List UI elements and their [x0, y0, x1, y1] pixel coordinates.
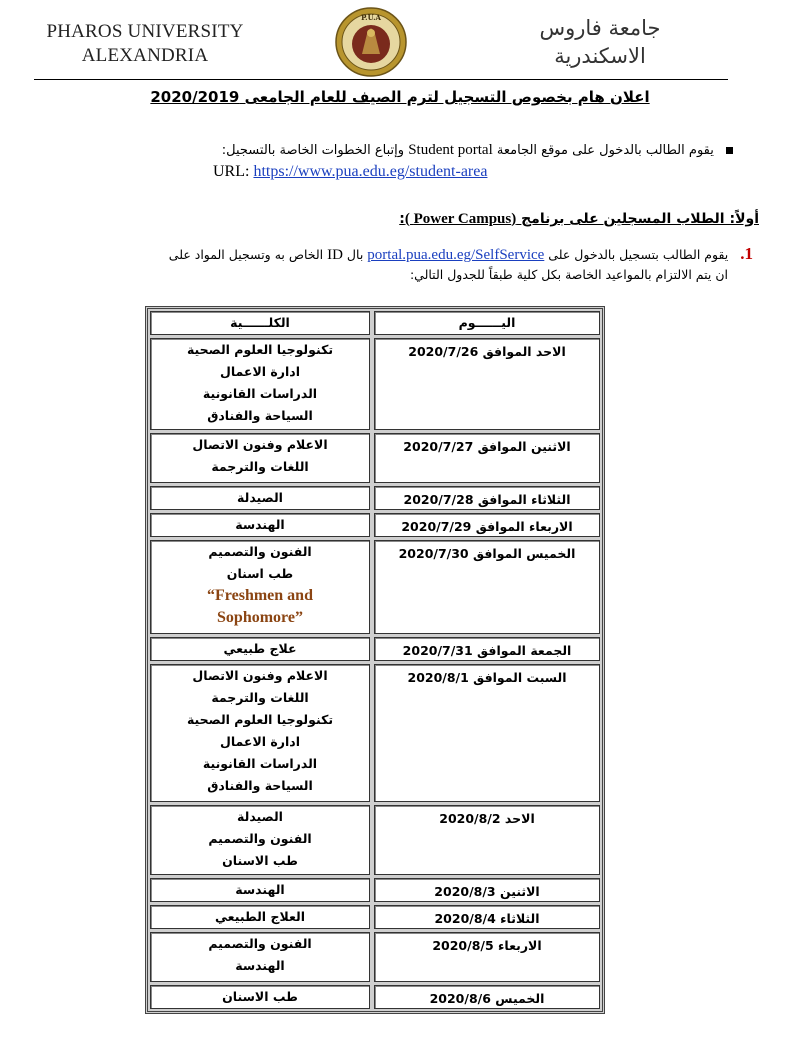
faculty-note: “Freshmen and: [207, 587, 313, 604]
item-id-label: ID: [327, 247, 343, 263]
faculty-name: السياحة والفنادق: [207, 778, 313, 793]
day-cell: [374, 805, 600, 875]
faculty-cell: [150, 932, 370, 982]
schedule-row: [150, 878, 600, 902]
day-date-text: الخميس 2020/8/6: [429, 991, 545, 1006]
faculty-name: الفنون والتصميم: [208, 936, 312, 951]
schedule-table: [145, 306, 605, 1014]
section-heading-text: أولاً: الطلاب المسجلين على برنامج: [521, 211, 759, 227]
header-divider: [34, 79, 728, 80]
faculty-cell: [150, 805, 370, 875]
day-date-text: الجمعة الموافق 2020/7/31: [402, 643, 572, 658]
day-cell: [374, 985, 600, 1009]
faculty-cell: [150, 486, 370, 510]
faculty-name: ادارة الاعمال: [220, 734, 300, 749]
day-cell: [374, 433, 600, 483]
student-portal-label: Student portal: [408, 142, 493, 158]
url-line: [213, 163, 487, 181]
day-cell: [374, 338, 600, 430]
faculty-name: الفنون والتصميم: [208, 544, 312, 559]
day-cell: [374, 637, 600, 661]
university-seal-logo: [334, 6, 408, 78]
schedule-body: [150, 338, 600, 1009]
item-text-part2: بال: [346, 247, 364, 262]
faculty-name: الصيدلة: [237, 809, 283, 824]
day-date-text: الاحد الموافق 2020/7/26: [408, 344, 566, 359]
numbered-item: [33, 244, 753, 285]
faculty-note: Sophomore”: [217, 609, 303, 626]
faculty-name: الهندسة: [235, 882, 285, 897]
bullet-text-before: يقوم الطالب بالدخول على موقع الجامعة: [496, 143, 714, 158]
day-cell: [374, 486, 600, 510]
schedule-row: [150, 637, 600, 661]
schedule-row: [150, 805, 600, 875]
faculty-name: الاعلام وفنون الاتصال: [192, 668, 328, 683]
day-date-text: الاثنين الموافق 2020/7/27: [403, 439, 571, 454]
faculty-name: اللغات والترجمة: [211, 459, 309, 474]
section-heading-colon: :: [399, 211, 405, 227]
schedule-row: [150, 664, 600, 802]
section-heading: [399, 211, 759, 228]
item-text-line2: ان يتم الالتزام بالمواعيد الخاصة بكل كلية طبقاً للجدول التالي:: [409, 267, 728, 282]
faculty-cell: [150, 905, 370, 929]
schedule-row: [150, 433, 600, 483]
announcement-title: اعلان هام بخصوص التسجيل لترم الصيف للعام الجامعى 2020/2019: [150, 88, 650, 106]
day-cell: [374, 664, 600, 802]
faculty-name: تكنولوجيا العلوم الصحية: [186, 712, 334, 727]
university-name-ar-line1: جامعة فاروس: [539, 16, 661, 40]
day-date-text: الاربعاء الموافق 2020/7/29: [401, 519, 573, 534]
url-label: URL:: [213, 163, 250, 180]
schedule-row: [150, 540, 600, 634]
faculty-name: علاج طبيعي: [223, 641, 297, 656]
faculty-name: الاعلام وفنون الاتصال: [192, 437, 328, 452]
faculty-cell: [150, 878, 370, 902]
self-service-link[interactable]: portal.pua.edu.eg/SelfService: [367, 247, 545, 263]
university-name-en-line1: PHAROS UNIVERSITY: [46, 21, 244, 42]
schedule-row: [150, 338, 600, 430]
faculty-cell: [150, 637, 370, 661]
schedule-row: [150, 932, 600, 982]
faculty-name: تكنولوجيا العلوم الصحية: [186, 342, 334, 357]
day-cell: [374, 540, 600, 634]
university-name-en-line2: ALEXANDRIA: [81, 45, 209, 66]
day-date-text: الخميس الموافق 2020/7/30: [398, 546, 576, 561]
day-date-text: الثلاثاء 2020/8/4: [434, 911, 540, 926]
faculty-name: السياحة والفنادق: [207, 408, 313, 423]
day-cell: [374, 878, 600, 902]
schedule-row: [150, 985, 600, 1009]
faculty-name: العلاج الطبيعي: [215, 909, 305, 924]
faculty-name: الدراسات القانونية: [202, 386, 318, 401]
student-area-link[interactable]: https://www.pua.edu.eg/student-area: [253, 163, 488, 180]
faculty-name: الصيدلة: [237, 490, 283, 505]
schedule-row: [150, 905, 600, 929]
day-date-text: الاربعاء 2020/8/5: [432, 938, 542, 953]
faculty-name: طب الاسنان: [222, 989, 298, 1004]
day-date-text: الثلاثاء الموافق 2020/7/28: [403, 492, 571, 507]
faculty-cell: [150, 338, 370, 430]
faculty-name: الهندسة: [235, 958, 285, 973]
faculty-name: طب الاسنان: [222, 853, 298, 868]
faculty-name: طب اسنان: [226, 566, 294, 581]
faculty-cell: [150, 433, 370, 483]
day-date-text: الاحد 2020/8/2: [439, 811, 535, 826]
item-text-part3: الخاص به وتسجيل المواد على: [168, 247, 324, 262]
day-cell: [374, 932, 600, 982]
schedule-row: [150, 513, 600, 537]
university-name-en: [40, 20, 250, 68]
faculty-column-header: الكلــــــية: [150, 311, 370, 335]
university-name-ar: [480, 14, 720, 70]
faculty-name: الهندسة: [235, 517, 285, 532]
faculty-name: ادارة الاعمال: [220, 364, 300, 379]
item-number: 1.: [740, 244, 753, 263]
bullet-text-after: وإتباع الخطوات الخاصة بالتسجيل:: [221, 143, 405, 158]
day-date-text: السبت الموافق 2020/8/1: [407, 670, 567, 685]
day-cell: [374, 905, 600, 929]
faculty-cell: [150, 985, 370, 1009]
section-heading-program: (Power Campus ): [404, 211, 517, 227]
schedule-row: [150, 486, 600, 510]
faculty-name: اللغات والترجمة: [211, 690, 309, 705]
svg-text:P.U.A: P.U.A: [361, 13, 381, 22]
day-cell: [374, 513, 600, 537]
day-column-header: اليــــــوم: [374, 311, 600, 335]
item-text-part1: يقوم الطالب بتسجيل بالدخول على: [548, 247, 729, 262]
faculty-name: الفنون والتصميم: [208, 831, 312, 846]
bullet-instruction: [93, 142, 733, 159]
faculty-cell: [150, 513, 370, 537]
faculty-cell: [150, 540, 370, 634]
bullet-square-icon: [726, 147, 733, 154]
faculty-name: الدراسات القانونية: [202, 756, 318, 771]
schedule-header-row: [150, 311, 600, 335]
university-name-ar-line2: الاسكندرية: [554, 44, 646, 68]
day-date-text: الاثنين 2020/8/3: [434, 884, 540, 899]
faculty-cell: [150, 664, 370, 802]
